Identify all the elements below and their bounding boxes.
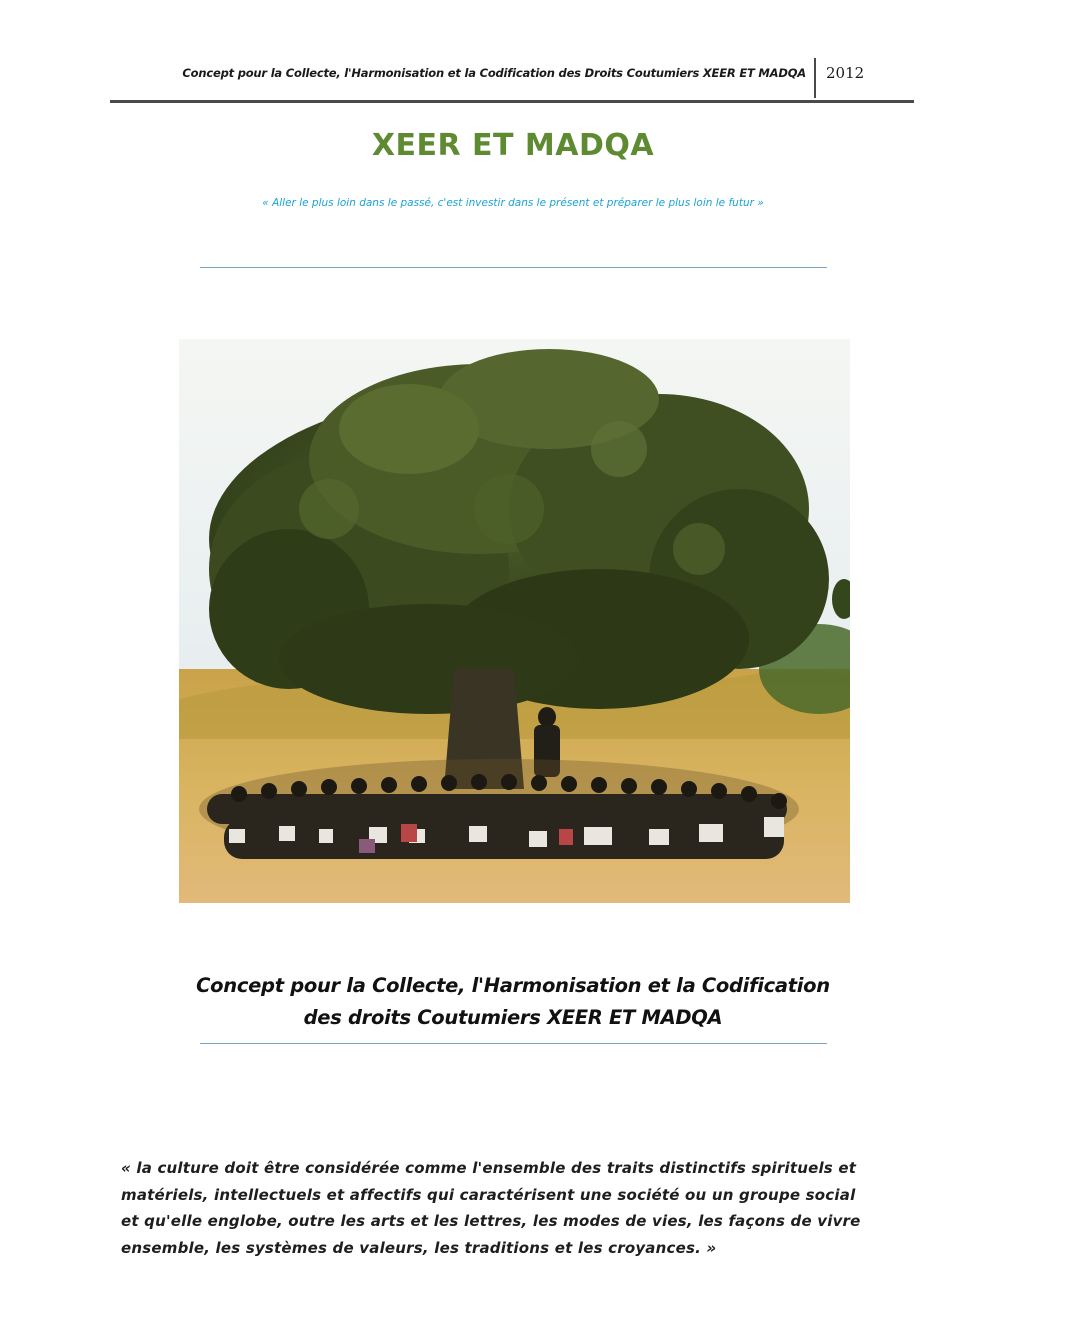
header-separator [814, 58, 816, 98]
quote-line-4: ensemble, les systèmes de valeurs, les traditions et les croyances. » [121, 1238, 717, 1257]
document-subtitle [0, 970, 1026, 1034]
quote-line-2: matériels, intellectuels et affectifs qui caractérisent une société ou un groupe social [121, 1185, 856, 1204]
quote-line-3: et qu'elle englobe, outre les arts et les lettres, les modes de vies, les façons de vivre [121, 1212, 861, 1230]
cover-photo [179, 339, 850, 903]
running-header-year: 2012 [826, 64, 865, 82]
motto-quote: « Aller le plus loin dans le passé, c'est investir dans le présent et préparer le plus loin le futur » [262, 197, 764, 209]
running-header-title: Concept pour la Collecte, l'Harmonisation et la Codification des Droits Coutumiers XEER ET MADQA [182, 66, 806, 80]
quote-line-1: « la culture doit être considérée comme l'ensemble des traits distinctifs spirituels et [121, 1159, 857, 1177]
photo-tree-gathering-icon [179, 339, 850, 903]
subtitle-line-1: Concept pour la Collecte, l'Harmonisation et la Codification [196, 974, 830, 997]
running-header [110, 56, 914, 103]
page-title: XEER ET MADQA [371, 128, 655, 163]
divider-top [200, 267, 827, 268]
subtitle-line-2: des droits Coutumiers XEER ET MADQA [303, 1006, 723, 1029]
culture-quote [121, 1155, 911, 1261]
divider-bottom [200, 1043, 827, 1044]
